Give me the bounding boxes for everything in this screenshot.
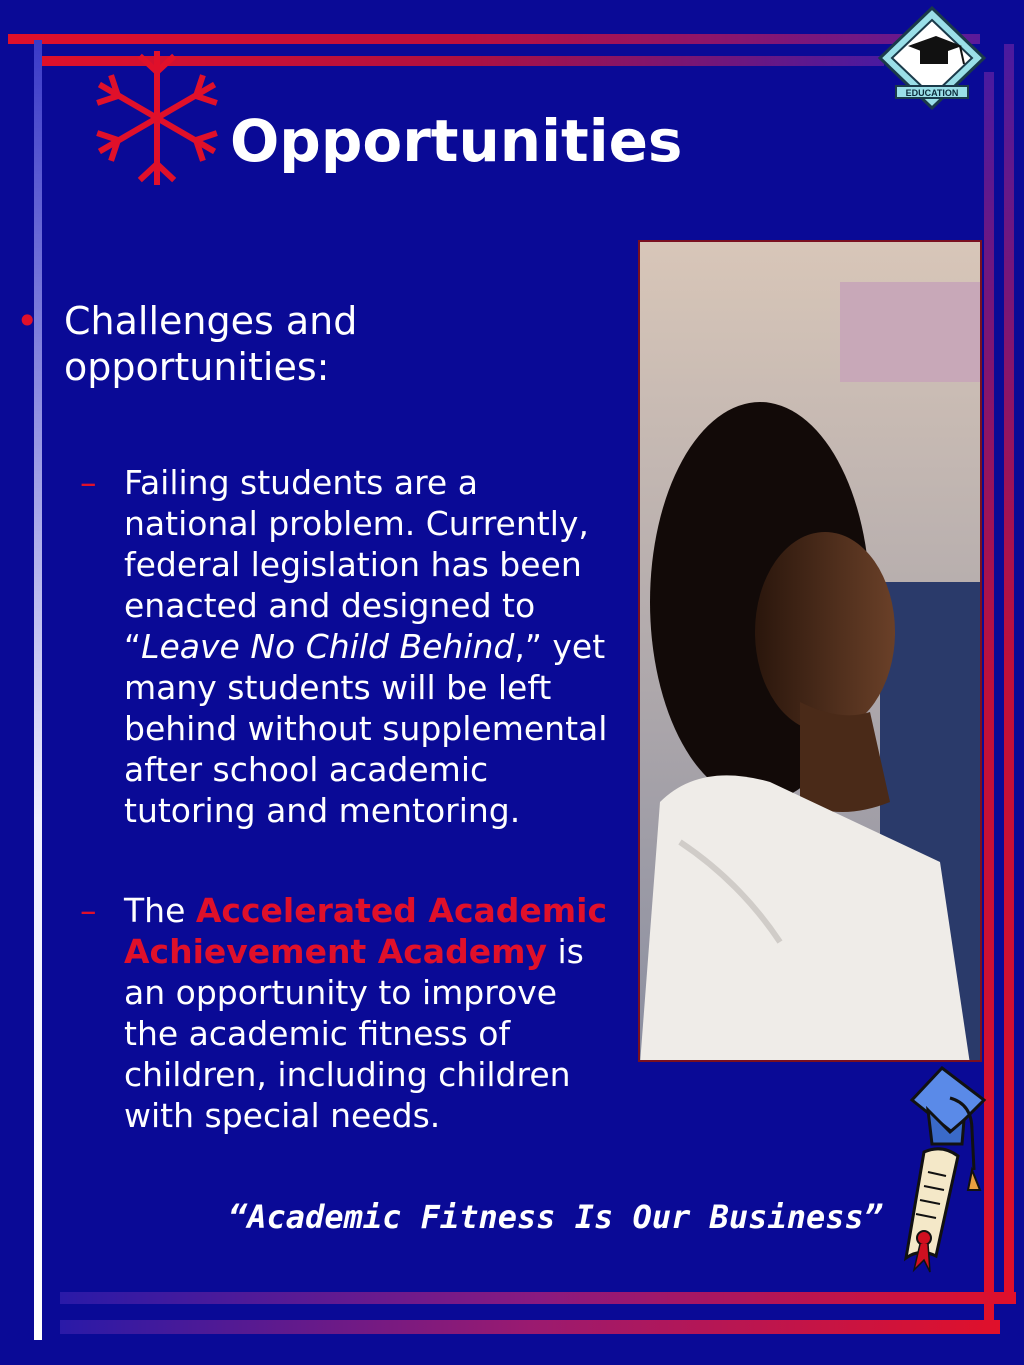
bullet-dot: • (16, 299, 39, 343)
bottom-stripe (60, 1320, 1000, 1334)
snowflake-icon (92, 50, 222, 186)
page-title: Opportunities (230, 107, 683, 175)
diploma-icon (902, 1060, 998, 1280)
sub-bullet-dash: – (80, 891, 97, 930)
sub-bullet-dash: – (80, 463, 97, 502)
bottom-stripe-inner (60, 1292, 1016, 1304)
academy-name: Accelerated Academic Achievement Academy (124, 891, 608, 971)
sub-bullet-lead: The (124, 891, 196, 930)
education-logo (876, 6, 988, 110)
footer-motto: “Academic Fitness Is Our Business” (228, 1198, 884, 1236)
sub-bullet-text (124, 462, 620, 831)
sub-bullet-text (124, 890, 620, 1136)
sub-bullet-text-b: ,” yet many students will be left behind without supplemental after school academic tutoring and mentoring. (124, 627, 608, 830)
bullet-text: Challenges and opportunities: (64, 299, 358, 389)
left-stripe (34, 40, 42, 1340)
sub-bullet-italic: Leave No Child Behind (141, 627, 515, 666)
sub-bullet-rest: is an opportunity to improve the academic fitness of children, including children with special needs. (124, 932, 584, 1135)
right-stripe (1004, 44, 1014, 1294)
top-stripe (8, 34, 980, 44)
education-logo-label: EDUCATION (905, 88, 959, 98)
sub-bullet-text-a: Failing students are a national problem. Currently, federal legislation has been enacted and designed to “ (124, 463, 589, 666)
student-photo (638, 240, 982, 1062)
